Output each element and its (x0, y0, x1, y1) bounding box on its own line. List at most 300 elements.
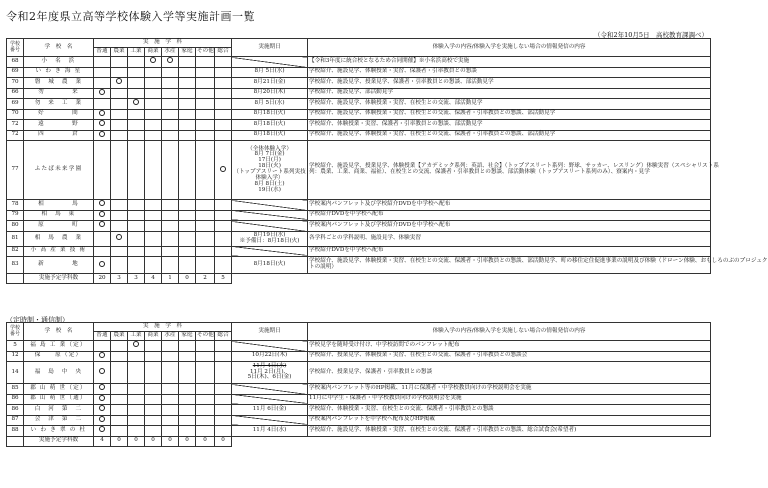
offered-circle-icon (99, 405, 105, 411)
school-number: 72 (7, 130, 24, 141)
subject-cell (196, 231, 215, 246)
content-cell (308, 78, 711, 89)
total-blank (7, 274, 24, 284)
subject-cell (145, 384, 162, 395)
school-name: 好 間 (24, 109, 94, 120)
subject-cell (94, 99, 111, 110)
schedule-line: 8月 8日(土) (254, 180, 285, 187)
schedule-text: 10月22日(木) (251, 352, 288, 359)
subject-cell (128, 109, 145, 120)
school-name: 新 地 (24, 257, 94, 274)
schedule-text: 11月 4日(水) (252, 426, 287, 433)
subject-cell (196, 384, 215, 395)
schedule-line: 18日(火) (258, 163, 281, 170)
subject-cell (111, 210, 128, 221)
schedule-line: 11月 2日(月)、 (249, 368, 290, 375)
school-name: い わ き 翠 の 杜 (24, 426, 94, 437)
offered-circle-icon (99, 200, 105, 206)
offered-circle-icon (99, 384, 105, 390)
content-text: 学校紹介、施設見学、授業見学、保護者・引率教員との懇談、部活動見学 (309, 78, 494, 85)
subject-cell (111, 57, 128, 68)
content-text: 学校紹介、施設見学、体験授業・実習、在校生との交流、保護者・引率教員との懇談、部活動見学 (309, 131, 556, 138)
subject-cell (162, 78, 179, 89)
schedule-cell (232, 351, 308, 362)
subject-cell (128, 78, 145, 89)
content-cell (308, 210, 711, 221)
school-number: 12 (7, 351, 24, 362)
total-count: 20 (94, 274, 111, 284)
offered-circle-icon (167, 57, 173, 63)
content-cell (308, 405, 711, 416)
subject-cell (111, 78, 128, 89)
subject-cell (179, 141, 196, 200)
subject-cell (162, 415, 179, 426)
subject-cell (215, 394, 232, 405)
school-name: 福 島 中 央 (24, 362, 94, 384)
school-number: 83 (7, 257, 24, 274)
offered-circle-icon (99, 426, 105, 432)
schedule-cell (232, 120, 308, 131)
subject-cell (111, 99, 128, 110)
subject-cell (162, 405, 179, 416)
subject-cell (128, 200, 145, 211)
full-time-table (6, 38, 768, 284)
school-name: ふたば未来学園 (24, 141, 94, 200)
school-name: 福 島 工 業（定） (24, 341, 94, 352)
subject-cell (162, 231, 179, 246)
total-count: 3 (111, 274, 128, 284)
header-school-no-line: 学校 (9, 325, 20, 332)
subject-cell (111, 426, 128, 437)
subject-cell (94, 351, 111, 362)
total-blank (232, 436, 308, 446)
subject-cell (94, 231, 111, 246)
total-count: 1 (162, 274, 179, 284)
school-name: 保 原（定） (24, 351, 94, 362)
subject-cell (111, 231, 128, 246)
subject-cell (111, 67, 128, 78)
subject-cell (196, 405, 215, 416)
school-number: 82 (7, 246, 24, 257)
subject-cell (128, 67, 145, 78)
total-count: 3 (128, 274, 145, 284)
header-subject: 総合 (215, 48, 232, 57)
subject-cell (128, 405, 145, 416)
total-count: 0 (162, 436, 179, 446)
subject-cell (145, 210, 162, 221)
total-count: 0 (128, 436, 145, 446)
schedule-cell (232, 57, 308, 68)
school-number: 85 (7, 384, 24, 395)
subject-cell (145, 341, 162, 352)
school-number: 77 (7, 141, 24, 200)
offered-circle-icon (99, 416, 105, 422)
subject-cell (196, 246, 215, 257)
header-subjects-group: 実 施 学 科 (94, 39, 232, 48)
header-school-no (7, 323, 24, 341)
subject-cell (145, 362, 162, 384)
offered-circle-icon (99, 261, 105, 267)
header-subject: 家庭 (179, 48, 196, 57)
offered-circle-icon (99, 110, 105, 116)
header-content: 体験入学の内容/体験入学を実施しない場合の情報発信の内容 (308, 39, 711, 57)
content-text: 【令和3年度に統合校となるため合同開催】※小名浜高校で実施 (309, 57, 470, 64)
subject-cell (145, 99, 162, 110)
schedule-cell (232, 88, 308, 99)
subject-cell (128, 394, 145, 405)
subject-cell (215, 130, 232, 141)
school-name: 相 馬 (24, 200, 94, 211)
table-row (7, 141, 711, 200)
subject-cell (94, 405, 111, 416)
content-cell (308, 231, 711, 246)
schedule-cell (232, 384, 308, 395)
table-row (7, 109, 711, 120)
subject-cell (128, 426, 145, 437)
header-school-name: 学 校 名 (24, 323, 94, 341)
schedule-line: 8月19日(水) (253, 231, 286, 238)
subject-cell (128, 362, 145, 384)
subject-cell (162, 362, 179, 384)
subject-cell (94, 384, 111, 395)
school-number: 5 (7, 341, 24, 352)
school-number: 69 (7, 67, 24, 78)
content-line: 学校紹介、施設見学、体験授業・実習、在校生との交流、保護者・引率教員との懇談、部活動見学、町の移住定住促進事業の説明及び体験（ドローン体験、おもしろのぶのプロジェク (309, 258, 768, 265)
subject-cell (196, 78, 215, 89)
schedule-cell (232, 130, 308, 141)
subject-cell (111, 341, 128, 352)
content-cell (308, 109, 711, 120)
subject-cell (179, 210, 196, 221)
subject-cell (162, 394, 179, 405)
offered-circle-icon (150, 57, 156, 63)
content-text: 11月に中学生・保護者・中学校教員向けの学校説明会を実施 (309, 395, 462, 402)
schedule-line: 19日(水) (258, 186, 281, 193)
schedule-text: 11月 6日(金) (252, 405, 287, 412)
subject-cell (215, 57, 232, 68)
header-school-no-line: 番号 (9, 46, 20, 53)
table-row (7, 130, 711, 141)
subject-cell (94, 200, 111, 211)
subject-cell (94, 141, 111, 200)
total-count: 2 (196, 274, 215, 284)
content-text: 学校紹介、施設見学、部活動見学 (309, 89, 393, 96)
subject-cell (111, 405, 128, 416)
subject-cell (128, 384, 145, 395)
schedule-cell (232, 231, 308, 246)
subject-cell (215, 109, 232, 120)
subject-cell (215, 210, 232, 221)
subject-cell (179, 109, 196, 120)
subject-cell (196, 415, 215, 426)
content-cell (308, 221, 711, 232)
subject-cell (179, 394, 196, 405)
schedule-cell (232, 426, 308, 437)
subject-cell (145, 426, 162, 437)
schedule-text: 8月 5日(水) (254, 99, 285, 106)
offered-circle-icon (133, 99, 139, 105)
header-subject: 家庭 (179, 332, 196, 341)
subject-cell (94, 210, 111, 221)
subject-cell (145, 394, 162, 405)
offered-circle-icon (99, 131, 105, 137)
table-row (7, 351, 711, 362)
total-count: 0 (111, 436, 128, 446)
subject-cell (215, 78, 232, 89)
header-school-no (7, 39, 24, 57)
content-cell (308, 57, 711, 68)
subject-cell (179, 246, 196, 257)
schedule-text: 8月21日(金) (253, 78, 286, 85)
school-number: 14 (7, 362, 24, 384)
subject-cell (215, 221, 232, 232)
subject-cell (94, 130, 111, 141)
subject-cell (94, 78, 111, 89)
subject-cell (215, 362, 232, 384)
subject-cell (145, 57, 162, 68)
school-name: 遠 野 (24, 120, 94, 131)
school-name: 会 津 第 二 (24, 415, 94, 426)
total-label: 実施予定学科数 (24, 436, 94, 446)
content-text: 学校案内パンフレット及び学校紹介DVDを中学校へ配布 (309, 200, 451, 207)
subject-cell (111, 109, 128, 120)
subject-cell (94, 67, 111, 78)
header-subject: 工業 (128, 332, 145, 341)
subject-cell (215, 231, 232, 246)
content-text: 学校紹介DVDを中学校へ配布 (309, 247, 384, 254)
content-text: 学校紹介、施設見学、体験授業・実習、保護者・引率教員との懇談 (309, 68, 477, 75)
header-subjects-group: 実 施 学 科 (94, 323, 232, 332)
subject-cell (145, 221, 162, 232)
content-text: 学校案内パンフレット及び学校紹介DVDを中学校へ配布 (309, 221, 451, 228)
offered-circle-icon (116, 78, 122, 84)
subject-cell (179, 362, 196, 384)
school-number: 80 (7, 221, 24, 232)
content-cell (308, 415, 711, 426)
subject-cell (111, 257, 128, 274)
subject-cell (145, 246, 162, 257)
subject-cell (162, 257, 179, 274)
table-row (7, 200, 711, 211)
subject-cell (215, 120, 232, 131)
table-row (7, 415, 711, 426)
school-name: 郡 山 萌 世（定） (24, 384, 94, 395)
school-number: 81 (7, 231, 24, 246)
subject-cell (196, 210, 215, 221)
subject-cell (215, 341, 232, 352)
total-count: 0 (145, 436, 162, 446)
date-note: （令和2年10月5日 高校教育課調べ） (593, 31, 708, 39)
page-title: 令和2年度県立高等学校体験入学等実施計画一覧 (6, 10, 255, 23)
school-name: 原 町 (24, 221, 94, 232)
content-text: 学校紹介DVDを中学校へ配布 (309, 211, 384, 218)
offered-circle-icon (116, 234, 122, 240)
table-row (7, 57, 711, 68)
content-cell (308, 67, 711, 78)
subject-cell (145, 200, 162, 211)
subject-cell (145, 109, 162, 120)
subject-cell (162, 210, 179, 221)
schedule-cell (232, 405, 308, 416)
subject-cell (94, 257, 111, 274)
subject-cell (111, 200, 128, 211)
subject-cell (94, 88, 111, 99)
header-subject: 総合 (215, 332, 232, 341)
schedule-text: 8月18日(火) (253, 261, 286, 268)
content-cell (308, 141, 719, 200)
school-name: 勿 来 (24, 88, 94, 99)
subject-cell (111, 120, 128, 131)
total-count: 5 (215, 274, 232, 284)
subject-cell (162, 246, 179, 257)
table-row (7, 246, 711, 257)
subject-cell (145, 141, 162, 200)
total-blank (232, 274, 308, 284)
subject-cell (196, 88, 215, 99)
subject-cell (145, 67, 162, 78)
offered-circle-icon (99, 89, 105, 95)
schedule-cell (232, 99, 308, 110)
content-cell (308, 246, 711, 257)
school-name: 白 河 第 二 (24, 405, 94, 416)
header-subject: 商業 (145, 48, 162, 57)
school-name: 磐 城 農 業 (24, 78, 94, 89)
schedule-cell (232, 210, 308, 221)
content-text: 学校案内パンフレットを中学校へ配布及びHP掲載 (309, 416, 435, 423)
subject-cell (196, 141, 215, 200)
subject-cell (215, 351, 232, 362)
subject-cell (179, 88, 196, 99)
table-row (7, 221, 711, 232)
schedule-cell (232, 394, 308, 405)
total-count: 4 (145, 274, 162, 284)
subject-cell (179, 67, 196, 78)
header-school-no-line: 番号 (9, 330, 20, 337)
header-subject: 普通 (94, 48, 111, 57)
subject-cell (145, 257, 162, 274)
subject-cell (128, 415, 145, 426)
subject-cell (162, 67, 179, 78)
subject-cell (162, 57, 179, 68)
content-cell (308, 426, 711, 437)
table-row (7, 67, 711, 78)
content-cell (308, 99, 711, 110)
school-name: 小 高 産 業 技 術 (24, 246, 94, 257)
offered-circle-icon (99, 211, 105, 217)
content-line: トの説明） (309, 264, 338, 270)
school-number: 66 (7, 88, 24, 99)
subject-cell (179, 57, 196, 68)
subject-cell (111, 88, 128, 99)
subject-cell (111, 384, 128, 395)
schedule-line: （全体体験入学） (247, 145, 292, 152)
subject-cell (196, 257, 215, 274)
subject-cell (215, 99, 232, 110)
schedule-line: 17日(月) (258, 157, 281, 164)
header-subject: その他 (196, 48, 215, 57)
subject-cell (94, 394, 111, 405)
schedule-cell (232, 67, 308, 78)
header-school-name: 学 校 名 (24, 39, 94, 57)
school-number: 70 (7, 109, 24, 120)
school-number: 86 (7, 405, 24, 416)
schedule-cell (232, 200, 308, 211)
subject-cell (179, 384, 196, 395)
header-subject: 農業 (111, 48, 128, 57)
subject-cell (162, 384, 179, 395)
schedule-cell (232, 78, 308, 89)
total-row (7, 436, 711, 446)
schedule-text: 8月18日(火) (253, 110, 286, 117)
subject-cell (179, 341, 196, 352)
schedule-cell (232, 109, 308, 120)
subject-cell (94, 246, 111, 257)
school-number: 78 (7, 200, 24, 211)
subject-cell (215, 88, 232, 99)
subject-cell (111, 394, 128, 405)
subject-cell (179, 120, 196, 131)
total-blank (308, 274, 711, 284)
subject-cell (179, 221, 196, 232)
table-row (7, 88, 711, 99)
subject-cell (128, 141, 145, 200)
table-row (7, 231, 711, 246)
subject-cell (162, 120, 179, 131)
school-number: 69 (7, 99, 24, 110)
content-text: 学校紹介、授業見学、体験授業・実習、在校生との交流、保護者・引率教員との懇談会 (309, 352, 528, 359)
school-number: 86 (7, 394, 24, 405)
subject-cell (145, 415, 162, 426)
schedule-text: 8月18日(火) (253, 120, 286, 127)
subject-cell (128, 57, 145, 68)
subject-cell (128, 221, 145, 232)
subject-cell (179, 130, 196, 141)
schedule-text: 8月 5日(水) (254, 68, 285, 75)
header-subject: その他 (196, 332, 215, 341)
header-schedule: 実施期日 (232, 39, 308, 57)
subject-cell (196, 109, 215, 120)
subject-cell (162, 109, 179, 120)
subject-cell (128, 130, 145, 141)
subject-cell (145, 120, 162, 131)
subject-cell (179, 351, 196, 362)
subject-cell (128, 257, 145, 274)
table-row (7, 405, 711, 416)
schedule-cell (232, 341, 308, 352)
subject-cell (196, 341, 215, 352)
subject-cell (128, 341, 145, 352)
table-row (7, 120, 711, 131)
schedule-line: 8月 7日(金) (254, 151, 285, 158)
table-row (7, 78, 711, 89)
table-row (7, 210, 711, 221)
subject-cell (162, 88, 179, 99)
subject-cell (94, 57, 111, 68)
subject-cell (179, 426, 196, 437)
subject-cell (145, 78, 162, 89)
subject-cell (215, 415, 232, 426)
table-row (7, 341, 711, 352)
content-cell (308, 88, 711, 99)
offered-circle-icon (133, 341, 139, 347)
table-row (7, 426, 711, 437)
offered-circle-icon (99, 368, 105, 374)
offered-circle-icon (99, 120, 105, 126)
subject-cell (111, 351, 128, 362)
header-school-no-line: 学校 (9, 41, 20, 48)
header-subject: 農業 (111, 332, 128, 341)
table-row (7, 99, 711, 110)
